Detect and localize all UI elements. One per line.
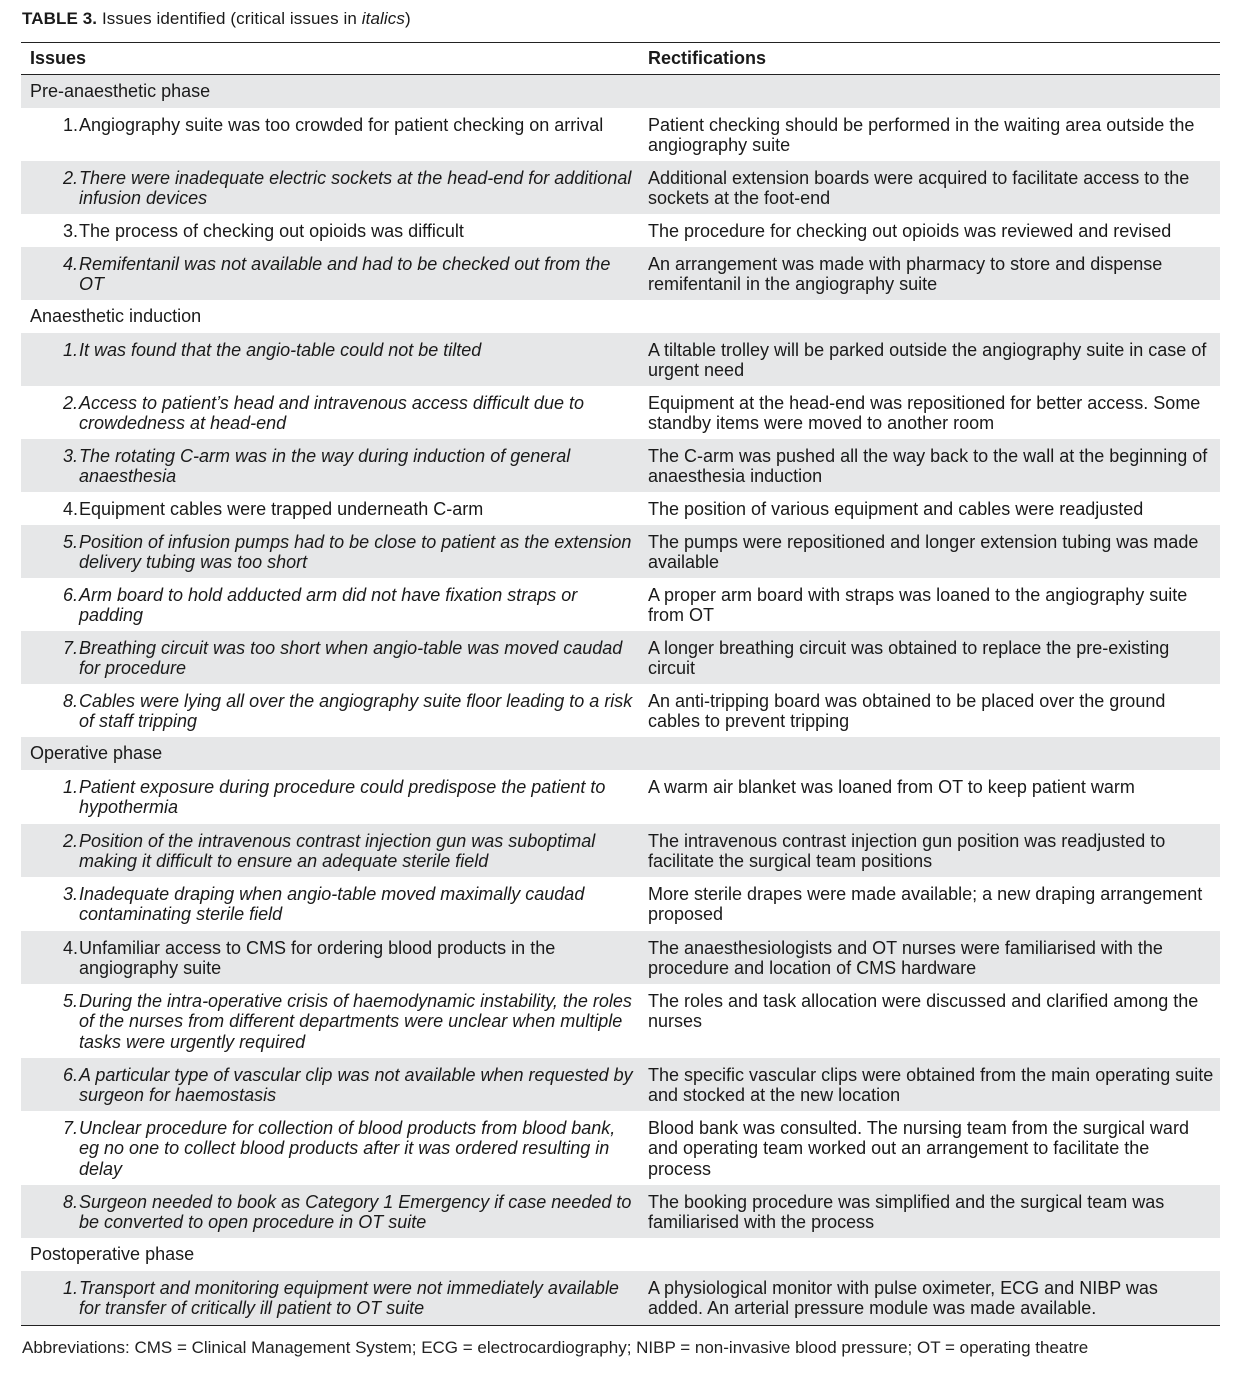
issue-cell bbox=[21, 578, 639, 631]
critical-issue-text: Breathing circuit was too short when angio-table was moved caudad for procedure bbox=[79, 638, 623, 679]
issue-cell bbox=[21, 108, 639, 161]
critical-issue-text: Position of infusion pumps had to be close to patient as the extension delivery tubing was too short bbox=[79, 532, 632, 573]
section-title: Anaesthetic induction bbox=[30, 306, 202, 326]
table-row bbox=[21, 1111, 1220, 1185]
table-row bbox=[21, 770, 1220, 824]
issue-cell bbox=[21, 161, 639, 214]
issue-cell bbox=[21, 1058, 639, 1111]
critical-issue-text: There were inadequate electric sockets at the head-end for additional infusion devices bbox=[79, 168, 632, 209]
rectification-cell: Equipment at the head-end was repositioned for better access. Some standby items were moved to another room bbox=[648, 393, 1201, 434]
table-row bbox=[21, 931, 1220, 984]
table-number: TABLE 3. bbox=[22, 9, 98, 28]
table-row bbox=[21, 333, 1220, 386]
rectification-cell: Patient checking should be performed in the waiting area outside the angiography suite bbox=[648, 115, 1195, 156]
issue-cell bbox=[21, 631, 639, 684]
table-row bbox=[21, 824, 1220, 877]
rectification-cell: The pumps were repositioned and longer extension tubing was made available bbox=[648, 532, 1199, 573]
section-title: Pre-anaesthetic phase bbox=[21, 75, 1220, 108]
issue-number: 7. bbox=[62, 1118, 78, 1138]
issue-number: 6. bbox=[62, 1065, 78, 1085]
table-row bbox=[21, 214, 1220, 247]
issue-cell bbox=[21, 1111, 639, 1185]
issue-number: 4. bbox=[62, 254, 78, 274]
section-title: Operative phase bbox=[21, 737, 1220, 770]
rectification-cell: A warm air blanket was loaned from OT to keep patient warm bbox=[648, 777, 1135, 797]
issue-number: 5. bbox=[62, 532, 78, 552]
rectification-cell: More sterile drapes were made available; a new draping arrangement proposed bbox=[648, 884, 1203, 925]
issue-cell bbox=[21, 525, 639, 578]
critical-issue-text: Arm board to hold adducted arm did not have fixation straps or padding bbox=[79, 585, 578, 626]
issue-number: 1. bbox=[62, 777, 78, 797]
table-row bbox=[21, 439, 1220, 492]
table-row bbox=[21, 1185, 1220, 1238]
table-row bbox=[21, 684, 1220, 737]
rectification-cell: Additional extension boards were acquired to facilitate access to the sockets at the foot-end bbox=[648, 168, 1190, 209]
table-row bbox=[21, 631, 1220, 684]
rectification-cell: The position of various equipment and cables were readjusted bbox=[648, 499, 1144, 519]
issue-cell bbox=[21, 333, 639, 386]
issue-cell bbox=[21, 931, 639, 984]
rectification-cell: The booking procedure was simplified and the surgical team was familiarised with the process bbox=[648, 1192, 1165, 1233]
rectification-cell: The specific vascular clips were obtained from the main operating suite and stocked at the new location bbox=[648, 1065, 1214, 1106]
issue-cell bbox=[21, 247, 639, 300]
table-row bbox=[21, 1058, 1220, 1111]
rectification-cell: The intravenous contrast injection gun position was readjusted to facilitate the surgical team positions bbox=[648, 831, 1166, 872]
issue-number: 1. bbox=[62, 115, 78, 135]
issue-number: 4. bbox=[62, 499, 78, 519]
table-row bbox=[21, 161, 1220, 214]
table-row bbox=[21, 877, 1220, 931]
header-issues: Issues bbox=[30, 48, 87, 68]
table-title-close: ) bbox=[405, 9, 411, 28]
rectification-cell: A longer breathing circuit was obtained to replace the pre-existing circuit bbox=[648, 638, 1170, 679]
issue-text: Unfamiliar access to CMS for ordering blood products in the angiography suite bbox=[79, 938, 556, 979]
issue-cell bbox=[21, 984, 639, 1058]
section-title: Postoperative phase bbox=[30, 1244, 195, 1264]
issue-cell bbox=[21, 1185, 639, 1238]
issue-number: 2. bbox=[62, 393, 78, 413]
critical-issue-text: The rotating C-arm was in the way during induction of general anaesthesia bbox=[79, 446, 571, 487]
issues-table bbox=[21, 42, 1220, 1326]
issue-cell bbox=[21, 386, 639, 439]
issue-number: 4. bbox=[62, 938, 78, 958]
issue-number: 2. bbox=[62, 831, 78, 851]
table-title-italic: italics bbox=[361, 9, 406, 28]
issue-number: 6. bbox=[62, 585, 78, 605]
critical-issue-text: Remifentanil was not available and had to be checked out from the OT bbox=[79, 254, 611, 295]
table-row bbox=[21, 247, 1220, 300]
table-header bbox=[21, 43, 1220, 75]
table-row bbox=[21, 386, 1220, 439]
issue-text: Angiography suite was too crowded for patient checking on arrival bbox=[79, 115, 604, 135]
rectification-cell: A proper arm board with straps was loaned to the angiography suite from OT bbox=[648, 585, 1188, 626]
issue-number: 5. bbox=[62, 991, 78, 1011]
issue-number: 7. bbox=[62, 638, 78, 658]
critical-issue-text: Position of the intravenous contrast injection gun was suboptimal making it difficult to ensure an adequate sterile field bbox=[79, 831, 596, 872]
table-row bbox=[21, 525, 1220, 578]
rectification-cell: A tiltable trolley will be parked outside the angiography suite in case of urgent need bbox=[648, 340, 1207, 381]
issue-number: 3. bbox=[62, 221, 78, 241]
critical-issue-text: Unclear procedure for collection of blood products from blood bank, eg no one to collect blood products after it was ordered resulting in delay bbox=[79, 1118, 616, 1179]
critical-issue-text: It was found that the angio-table could not be tilted bbox=[79, 340, 482, 360]
table-row bbox=[21, 108, 1220, 161]
critical-issue-text: Inadequate draping when angio-table moved maximally caudad contaminating sterile field bbox=[79, 884, 585, 925]
header-rectifications: Rectifications bbox=[648, 48, 767, 68]
critical-issue-text: Cables were lying all over the angiography suite floor leading to a risk of staff tripping bbox=[79, 691, 633, 732]
table-caption bbox=[22, 9, 411, 29]
rectification-cell: An arrangement was made with pharmacy to store and dispense remifentanil in the angiography suite bbox=[648, 254, 1163, 295]
table-row bbox=[21, 984, 1220, 1058]
critical-issue-text: A particular type of vascular clip was not available when requested by surgeon for haemostasis bbox=[79, 1065, 633, 1106]
issue-text: Equipment cables were trapped underneath C-arm bbox=[79, 499, 484, 519]
abbreviations-footnote: Abbreviations: CMS = Clinical Management System; ECG = electrocardiography; NIBP = non-invasive blood pressure; OT = operating theatre bbox=[22, 1338, 1089, 1357]
issue-number: 8. bbox=[62, 691, 78, 711]
rectification-cell: A physiological monitor with pulse oximeter, ECG and NIBP was added. An arterial pressure module was made available. bbox=[648, 1278, 1158, 1319]
table-body bbox=[21, 75, 1220, 1325]
table-row bbox=[21, 1271, 1220, 1325]
issue-cell bbox=[21, 439, 639, 492]
critical-issue-text: Surgeon needed to book as Category 1 Emergency if case needed to be converted to open procedure in OT suite bbox=[79, 1192, 632, 1233]
issue-number: 1. bbox=[62, 340, 78, 360]
issue-number: 2. bbox=[62, 168, 78, 188]
issue-number: 3. bbox=[62, 446, 78, 466]
issue-cell bbox=[21, 770, 639, 824]
critical-issue-text: Transport and monitoring equipment were not immediately available for transfer of critically ill patient to OT suite bbox=[79, 1278, 619, 1319]
rectification-cell: The anaesthesiologists and OT nurses were familiarised with the procedure and location of CMS hardware bbox=[648, 938, 1163, 979]
rectification-cell: An anti-tripping board was obtained to be placed over the ground cables to prevent tripping bbox=[648, 691, 1166, 732]
issue-cell bbox=[21, 877, 639, 931]
table-row bbox=[21, 578, 1220, 631]
table-title: Issues identified (critical issues in bbox=[101, 9, 357, 28]
issue-number: 8. bbox=[62, 1192, 78, 1212]
rectification-cell: The procedure for checking out opioids was reviewed and revised bbox=[648, 221, 1172, 241]
table-row bbox=[21, 492, 1220, 525]
rectification-cell: Blood bank was consulted. The nursing team from the surgical ward and operating team worked out an arrangement to facilitate the process bbox=[648, 1118, 1189, 1179]
issue-number: 3. bbox=[62, 884, 78, 904]
critical-issue-text: Access to patient’s head and intravenous access difficult due to crowdedness at head-end bbox=[79, 393, 584, 434]
issue-cell bbox=[21, 824, 639, 877]
rectification-cell: The C-arm was pushed all the way back to the wall at the beginning of anaesthesia induction bbox=[648, 446, 1208, 487]
issue-cell bbox=[21, 214, 639, 247]
issue-number: 1. bbox=[62, 1278, 78, 1298]
issue-cell bbox=[21, 492, 639, 525]
issue-text: The process of checking out opioids was difficult bbox=[79, 221, 464, 241]
critical-issue-text: Patient exposure during procedure could predispose the patient to hypothermia bbox=[79, 777, 606, 818]
issue-cell bbox=[21, 1271, 639, 1325]
issue-cell bbox=[21, 684, 639, 737]
rectification-cell: The roles and task allocation were discussed and clarified among the nurses bbox=[648, 991, 1199, 1032]
critical-issue-text: During the intra-operative crisis of haemodynamic instability, the roles of the nurses from different departments were unclear when multiple tasks were urgently required bbox=[79, 991, 632, 1052]
